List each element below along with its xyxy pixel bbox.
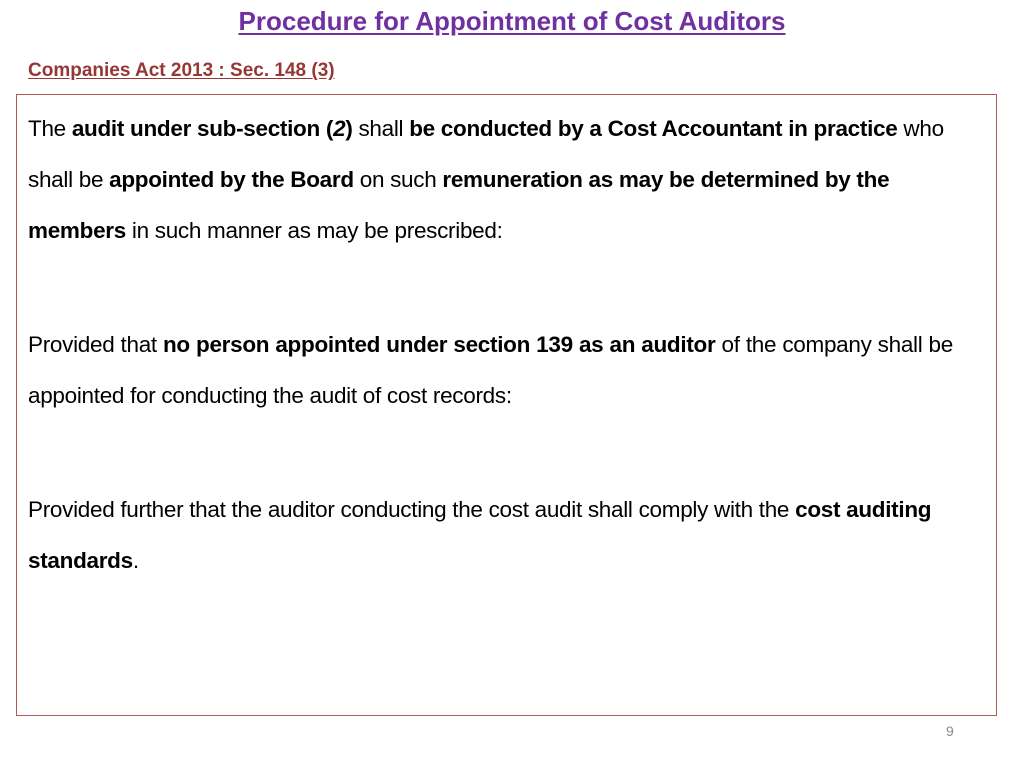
bold-text-run: appointed by the Board (109, 167, 354, 192)
text-run: Provided further that the auditor conducting the cost audit shall comply with the (28, 497, 796, 522)
bold-text-run: audit under sub-section ( (71, 116, 334, 141)
bold-text-run: be conducted by a Cost Accountant in practice (409, 116, 898, 141)
text-run: Provided that (28, 332, 163, 357)
text-run: shall (352, 116, 410, 141)
bold-text-run: remuneration as may be determined by the members (28, 167, 890, 243)
bold-text-run: cost auditing standards (28, 497, 932, 573)
bold-text-run: ) (345, 116, 353, 141)
text-run: on such (353, 167, 443, 192)
paragraph-audit-conduct (28, 103, 953, 256)
bold-text-run: no person appointed under section 139 as an auditor (162, 332, 716, 357)
paragraph-proviso-auditor (28, 319, 953, 421)
bold-text-run: 2 (333, 116, 346, 141)
text-run: . (132, 548, 139, 573)
content-box (16, 94, 997, 716)
page-number: 9 (946, 723, 954, 739)
text-run: who shall be (28, 116, 944, 192)
paragraph-proviso-standards (28, 484, 953, 586)
text-run: in such manner as may be prescribed: (125, 218, 503, 243)
text-run: of the company shall be appointed for conducting the audit of cost records: (28, 332, 953, 408)
slide-title: Procedure for Appointment of Cost Auditors (238, 6, 786, 36)
text-run: The (28, 116, 72, 141)
section-reference: Companies Act 2013 : Sec. 148 (3) (28, 60, 335, 81)
